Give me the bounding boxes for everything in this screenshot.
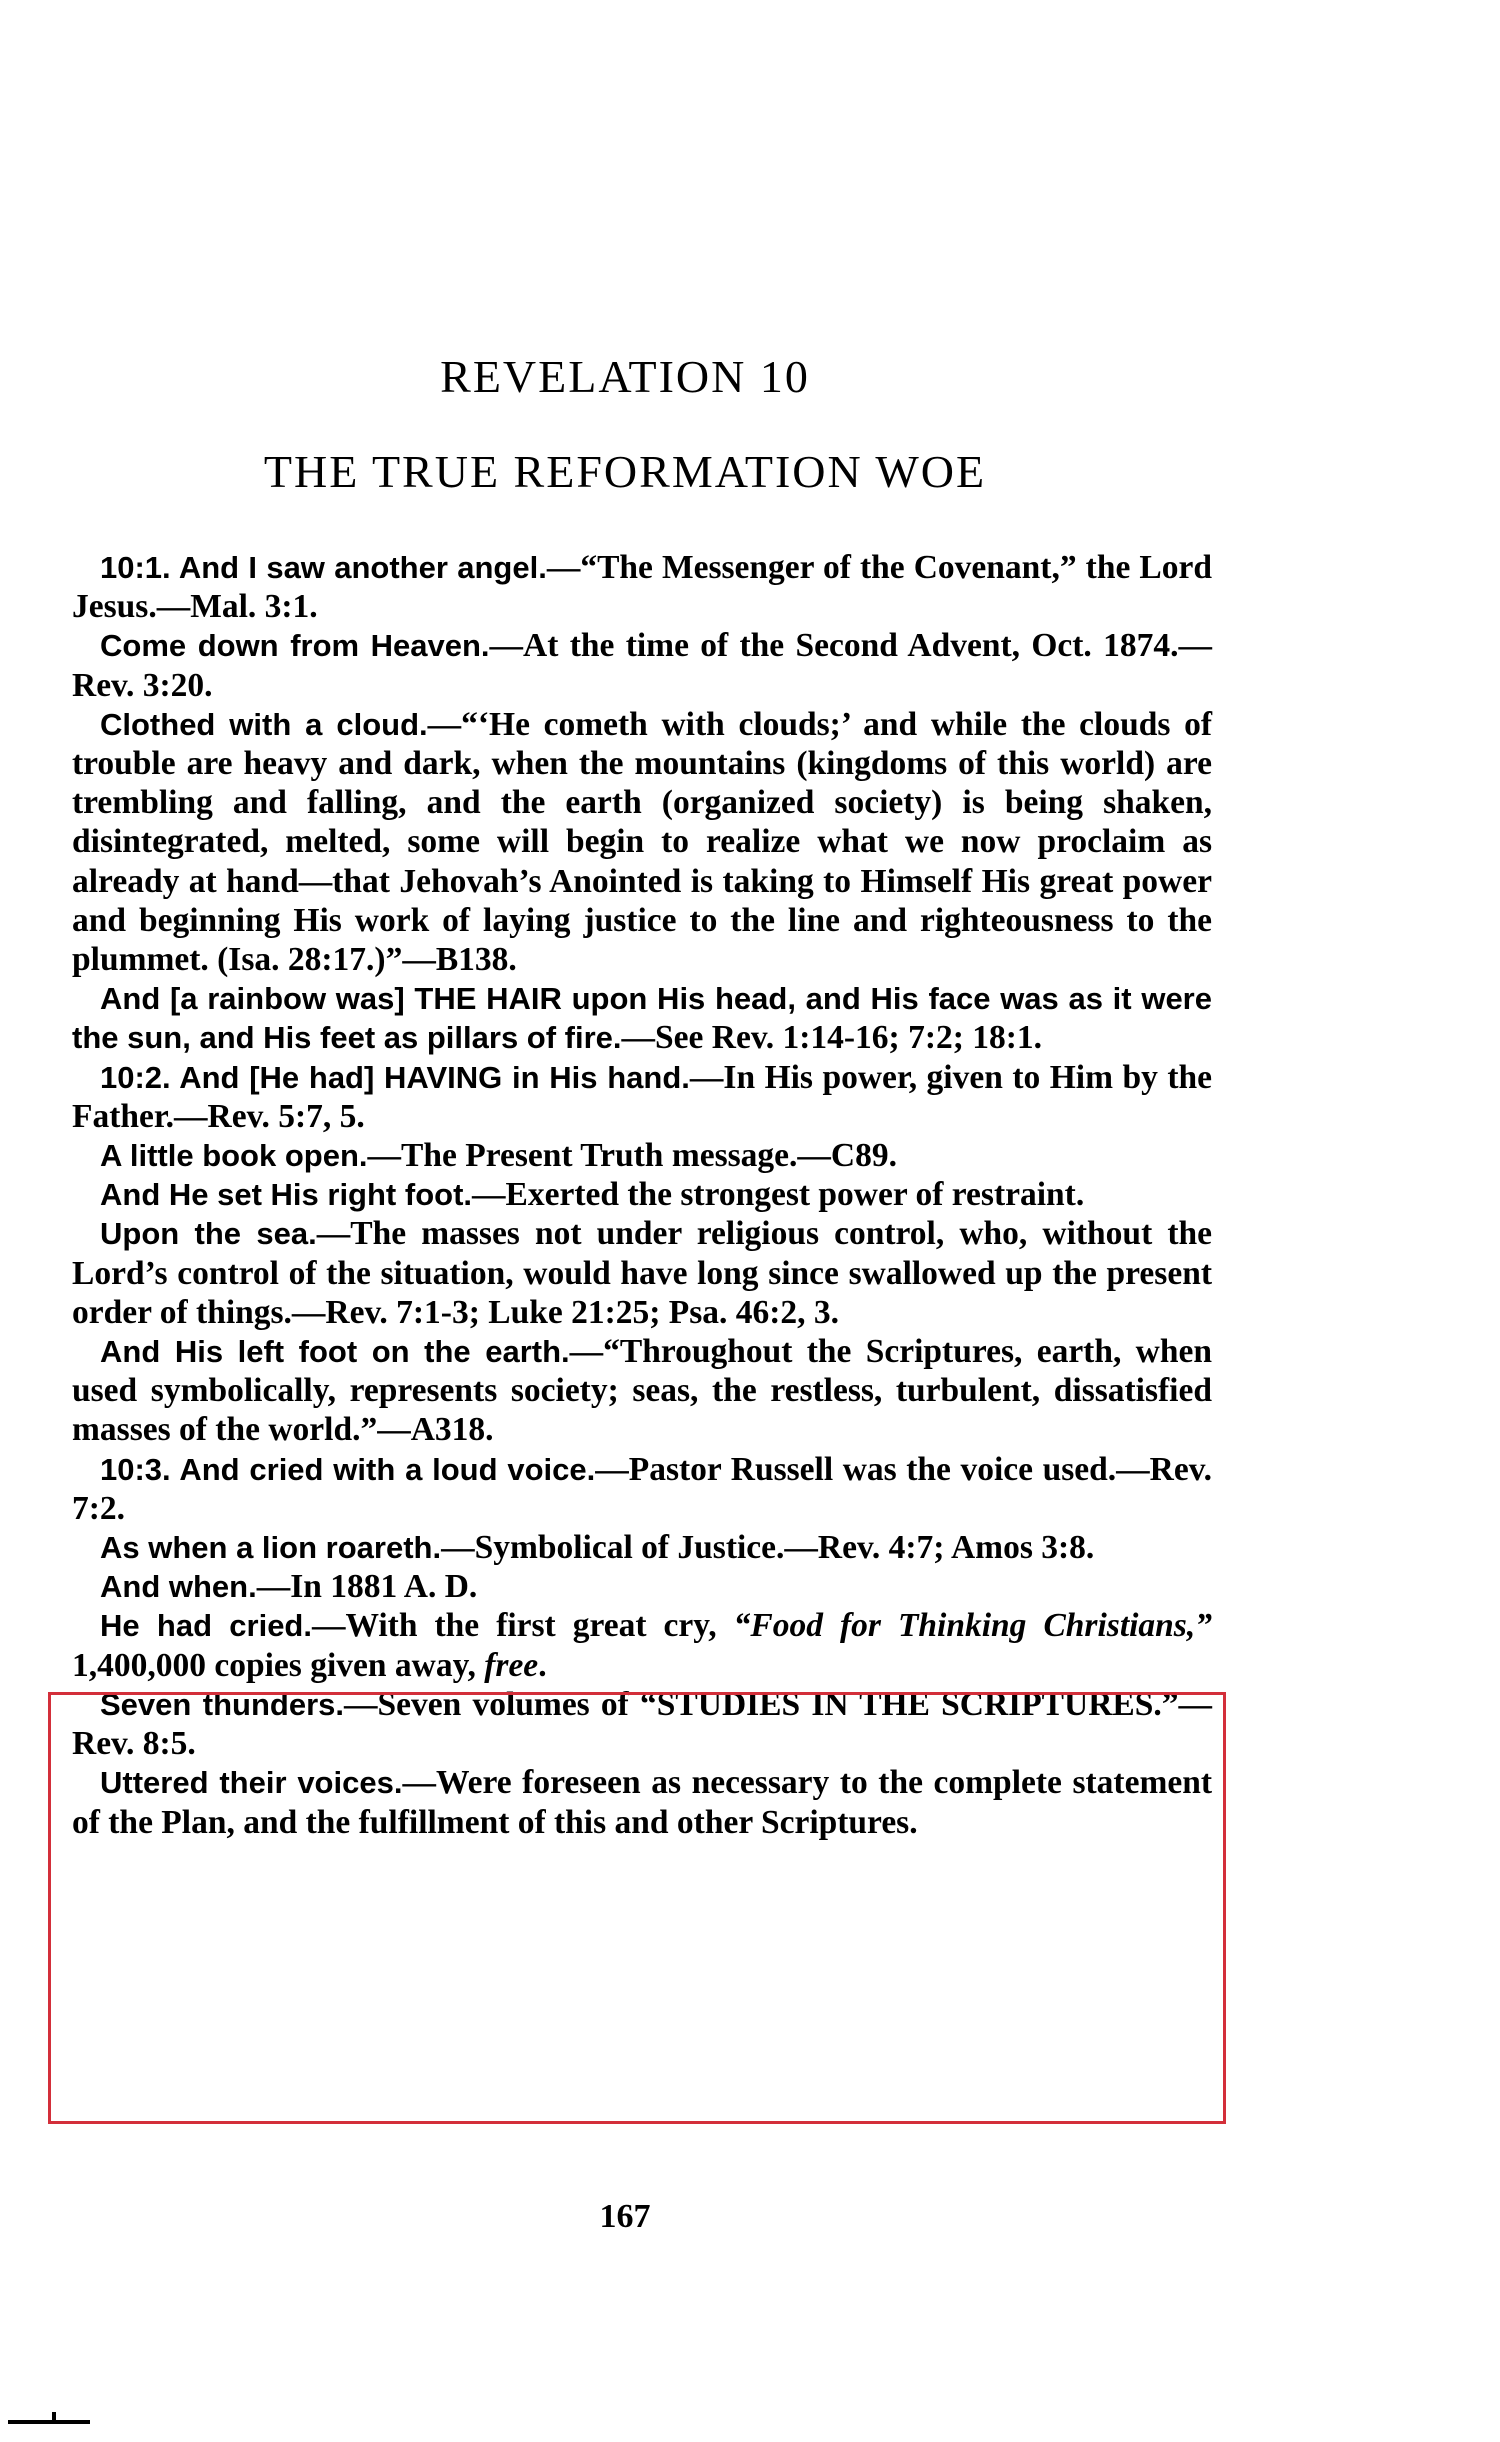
commentary-text: —Exerted the strongest power of restraint. — [472, 1176, 1085, 1214]
verse-phrase: Clothed with a cloud. — [100, 706, 428, 742]
verse-entry — [72, 626, 1212, 704]
section-title: THE TRUE REFORMATION WOE — [263, 446, 987, 497]
highlight-box — [48, 1692, 1226, 2124]
verse-entry — [72, 1058, 1212, 1136]
verse-entry — [72, 1450, 1212, 1528]
commentary-text: —Pastor Russell was the voice used.—Rev. 7:2. — [72, 1450, 1212, 1527]
commentary-text: —Symbolical of Justice.—Rev. 4:7; Amos 3:8. — [441, 1529, 1095, 1567]
emphasis-text: free — [484, 1646, 539, 1684]
verse-entry — [72, 548, 1212, 626]
verse-phrase: And when. — [100, 1569, 257, 1605]
verse-entry — [72, 1175, 1212, 1214]
verse-entry — [72, 1528, 1212, 1567]
verse-entry — [72, 1567, 1212, 1606]
chapter-heading: REVELATION 10 — [440, 351, 810, 402]
verse-phrase: And [a rainbow was] THE HAIR upon His head, and His face was as it were the sun, and His feet as pillars of fire. — [72, 981, 1212, 1056]
commentary-text: —Were foreseen as necessary to the complete statement of the Plan, and the fulfillment of this and other Scriptures. — [72, 1764, 1212, 1841]
commentary-text: —The masses not under religious control, who, without the Lord’s control of the situation, would have long since swallowed up the present order of things.—Rev. 7:1-3; Luke 21:25; Psa. 46:2, 3. — [72, 1215, 1212, 1331]
verse-phrase: And His left foot on the earth. — [100, 1334, 570, 1370]
verse-entry — [72, 705, 1212, 979]
verse-phrase: Come down from Heaven. — [100, 628, 490, 664]
verse-entry — [72, 1136, 1212, 1175]
verse-entry — [72, 979, 1212, 1057]
commentary-text: —“‘He cometh with clouds;’ and while the clouds of trouble are heavy and dark, when the mountains (kingdoms of this world) are trembling and falling, and the earth (organized society) is being shaken, disintegrated, melted, some will begin to realize what we now proclaim as already at hand—that Jehovah’s Anointed is taking to Himself His great power and beginning His work of laying justice to the line and righteousness to the plummet. (Isa. 28:17.)”—B138. — [72, 705, 1212, 979]
commentary-text: —The Present Truth message.—C89. — [367, 1137, 897, 1175]
verse-phrase: 10:2. And [He had] HAVING in His hand. — [100, 1059, 690, 1095]
verse-entry — [72, 1606, 1212, 1684]
book-title: “Food for Thinking Christians,” — [733, 1607, 1212, 1645]
verse-phrase: Seven thunders. — [100, 1686, 345, 1722]
verse-phrase: As when a lion roareth. — [100, 1530, 442, 1566]
verse-entry — [72, 1214, 1212, 1332]
verse-entry — [72, 1332, 1212, 1450]
scan-mark — [52, 2412, 56, 2422]
commentary-text: —At the time of the Second Advent, Oct. 1874.—Rev. 3:20. — [72, 627, 1212, 704]
verse-phrase: He had cried. — [100, 1608, 312, 1644]
verse-phrase: Uttered their voices. — [100, 1765, 403, 1801]
commentary-body — [72, 548, 1212, 1842]
verse-phrase: 10:1. And I saw another angel. — [100, 550, 547, 585]
page-number: 167 — [599, 2198, 651, 2235]
commentary-text: —“The Messenger of the Covenant,” the Lord Jesus.—Mal. 3:1. — [72, 549, 1212, 626]
verse-phrase: 10:3. And cried with a loud voice. — [100, 1451, 596, 1487]
commentary-text: —See Rev. 1:14-16; 7:2; 18:1. — [621, 1019, 1043, 1057]
verse-phrase: Upon the sea. — [100, 1216, 317, 1252]
scan-mark — [8, 2420, 90, 2424]
verse-phrase: And He set His right foot. — [100, 1177, 472, 1213]
commentary-text: . — [538, 1646, 547, 1684]
commentary-text: —With the first great cry, — [311, 1607, 734, 1645]
commentary-text: —“Throughout the Scriptures, earth, when used symbolically, represents society; seas, the restless, turbulent, dissatisfied masses of the world.”—A318. — [72, 1333, 1212, 1449]
commentary-text: —In 1881 A. D. — [256, 1568, 478, 1606]
commentary-text: 1,400,000 copies given away, — [72, 1646, 485, 1684]
commentary-text: —In His power, given to Him by the Father.—Rev. 5:7, 5. — [72, 1058, 1212, 1135]
commentary-text: —Seven volumes of “STUDIES IN THE SCRIPTURES.”—Rev. 8:5. — [72, 1685, 1212, 1763]
verse-phrase: A little book open. — [100, 1138, 368, 1174]
